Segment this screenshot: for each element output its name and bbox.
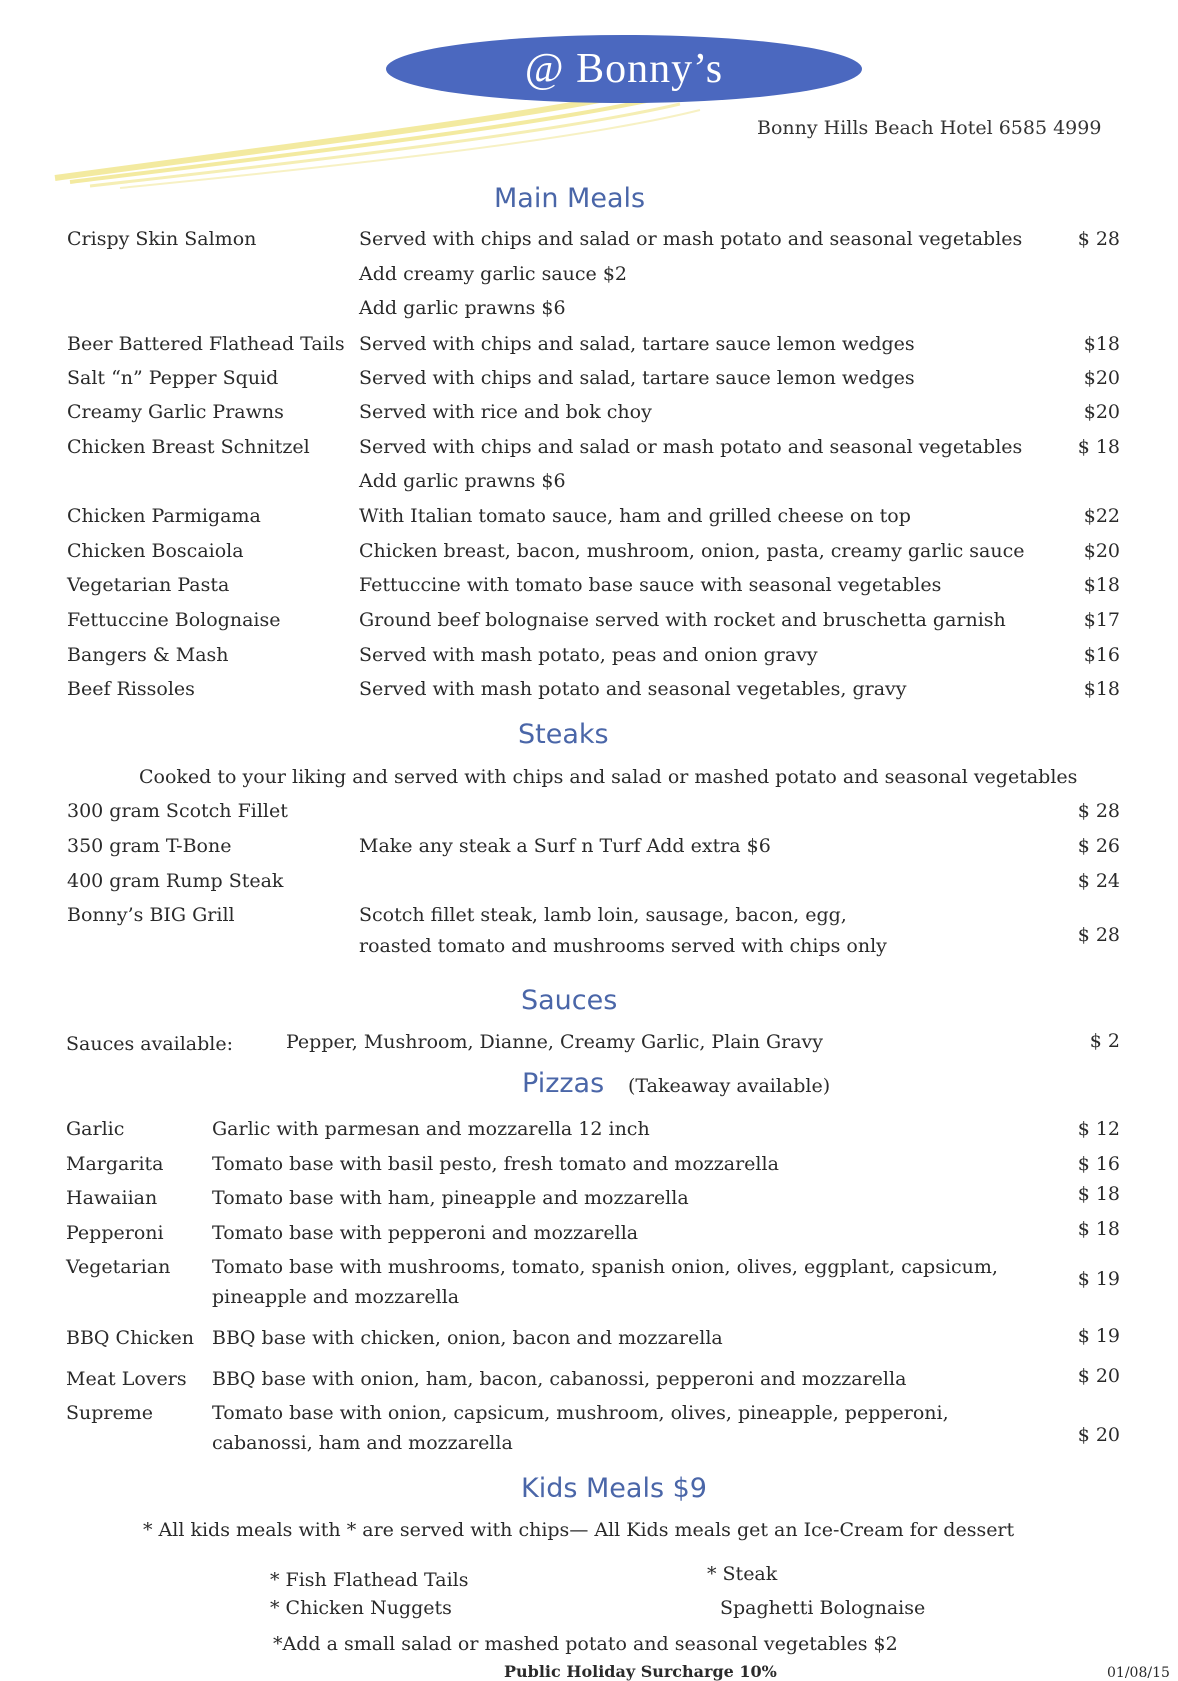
steak-name: 350 gram T-Bone	[67, 835, 232, 857]
pizza-description: BBQ base with chicken, onion, bacon and mozzarella	[212, 1327, 723, 1349]
steak-price: $ 26	[1077, 835, 1120, 857]
pizzas-subtitle: (Takeaway available)	[628, 1075, 831, 1097]
pizza-name: Supreme	[66, 1402, 154, 1424]
dish-description: Served with chips and salad or mash potato and seasonal vegetables	[359, 228, 1023, 250]
pizzas-title: Pizzas	[522, 1068, 605, 1099]
surcharge-note: Public Holiday Surcharge 10%	[504, 1662, 777, 1681]
dish-description: Fettuccine with tomato base sauce with seasonal vegetables	[359, 574, 942, 596]
dish-price: $20	[1083, 540, 1120, 562]
dish-price: $17	[1083, 609, 1120, 631]
pizza-price: $ 12	[1077, 1118, 1120, 1140]
pizza-name: Vegetarian	[66, 1256, 171, 1278]
dish-name: Vegetarian Pasta	[67, 574, 230, 596]
dish-price: $22	[1083, 505, 1120, 527]
dish-description: Served with chips and salad, tartare sauce lemon wedges	[359, 367, 915, 389]
pizza-description: Tomato base with mushrooms, tomato, spanish onion, olives, eggplant, capsicum,	[212, 1256, 998, 1278]
steak-name: Bonny’s BIG Grill	[67, 904, 235, 926]
steak-price: $ 28	[1077, 800, 1120, 822]
pizza-description: Tomato base with onion, capsicum, mushroom, olives, pineapple, pepperoni,	[212, 1402, 949, 1424]
dish-price: $18	[1083, 678, 1120, 700]
steak-name: 300 gram Scotch Fillet	[67, 800, 288, 822]
steak-price: $ 28	[1077, 924, 1120, 946]
kids-meals-note: * All kids meals with * are served with chips— All Kids meals get an Ice-Cream for dessert	[143, 1519, 1015, 1541]
dish-description: Served with rice and bok choy	[359, 401, 652, 423]
kids-item-right-1: Spaghetti Bolognaise	[720, 1597, 926, 1619]
pizza-name: Hawaiian	[66, 1187, 158, 1209]
pizza-name: Meat Lovers	[66, 1368, 187, 1390]
dish-name: Beer Battered Flathead Tails	[67, 333, 345, 355]
dish-description: Add creamy garlic sauce $2	[359, 263, 627, 285]
dish-name: Bangers & Mash	[67, 644, 229, 666]
steaks-intro: Cooked to your liking and served with chips and salad or mashed potato and seasonal vegetables	[139, 766, 1078, 788]
steak-description-line2: roasted tomato and mushrooms served with chips only	[359, 935, 887, 957]
dish-price: $16	[1083, 644, 1120, 666]
pizza-price: $ 19	[1077, 1268, 1120, 1290]
dish-description: Served with chips and salad or mash potato and seasonal vegetables	[359, 436, 1023, 458]
pizza-description-line2: pineapple and mozzarella	[212, 1286, 460, 1308]
steak-description: Make any steak a Surf n Turf Add extra $6	[359, 835, 771, 857]
dish-name: Chicken Boscaiola	[67, 540, 244, 562]
pizza-price: $ 20	[1077, 1424, 1120, 1446]
dish-name: Creamy Garlic Prawns	[67, 401, 284, 423]
sauces-title: Sauces	[521, 985, 618, 1016]
kids-item-left-1: * Chicken Nuggets	[270, 1597, 452, 1619]
kids-addon-note: *Add a small salad or mashed potato and seasonal vegetables $2	[273, 1633, 898, 1655]
dish-description: Served with mash potato and seasonal vegetables, gravy	[359, 678, 907, 700]
header	[0, 0, 1178, 200]
dish-price: $ 18	[1077, 436, 1120, 458]
steak-price: $ 24	[1077, 870, 1120, 892]
steak-description: Scotch fillet steak, lamb loin, sausage, bacon, egg,	[359, 904, 847, 926]
pizza-name: BBQ Chicken	[66, 1327, 195, 1349]
kids-item-right-0: * Steak	[707, 1563, 778, 1585]
dish-description: With Italian tomato sauce, ham and grilled cheese on top	[359, 505, 911, 527]
kids-item-left-0: * Fish Flathead Tails	[270, 1569, 469, 1591]
pizza-description: BBQ base with onion, ham, bacon, cabanossi, pepperoni and mozzarella	[212, 1368, 907, 1390]
pizza-name: Margarita	[66, 1153, 164, 1175]
dish-description: Add garlic prawns $6	[359, 297, 566, 319]
kids-meals-title: Kids Meals $9	[521, 1473, 707, 1504]
steak-name: 400 gram Rump Steak	[67, 870, 284, 892]
swoosh-graphic	[0, 0, 1178, 200]
dish-name: Salt “n” Pepper Squid	[67, 367, 279, 389]
sauces-label: Sauces available:	[66, 1033, 234, 1055]
dish-description: Chicken breast, bacon, mushroom, onion, pasta, creamy garlic sauce	[359, 540, 1025, 562]
dish-name: Chicken Breast Schnitzel	[67, 436, 310, 458]
dish-description: Served with chips and salad, tartare sauce lemon wedges	[359, 333, 915, 355]
pizza-description-line2: cabanossi, ham and mozzarella	[212, 1432, 513, 1454]
pizza-description: Tomato base with ham, pineapple and mozzarella	[212, 1187, 689, 1209]
dish-price: $18	[1083, 574, 1120, 596]
main-meals-title: Main Meals	[494, 183, 646, 214]
pizza-price: $ 16	[1077, 1153, 1120, 1175]
pizza-name: Pepperoni	[66, 1222, 164, 1244]
sauces-price: $ 2	[1089, 1030, 1120, 1052]
dish-name: Crispy Skin Salmon	[67, 228, 257, 250]
steaks-title: Steaks	[518, 719, 609, 750]
pizza-price: $ 18	[1077, 1183, 1120, 1205]
pizza-description: Tomato base with basil pesto, fresh tomato and mozzarella	[212, 1153, 779, 1175]
pizza-description: Garlic with parmesan and mozzarella 12 inch	[212, 1118, 650, 1140]
pizza-name: Garlic	[66, 1118, 125, 1140]
pizza-price: $ 20	[1077, 1365, 1120, 1387]
dish-name: Chicken Parmigama	[67, 505, 261, 527]
dish-price: $18	[1083, 333, 1120, 355]
dish-description: Served with mash potato, peas and onion gravy	[359, 644, 818, 666]
pizza-price: $ 18	[1077, 1218, 1120, 1240]
dish-price: $20	[1083, 401, 1120, 423]
dish-description: Ground beef bolognaise served with rocket and bruschetta garnish	[359, 609, 1006, 631]
dish-name: Beef Rissoles	[67, 678, 195, 700]
restaurant-title: @ Bonny’s	[524, 46, 724, 92]
dish-price: $20	[1083, 367, 1120, 389]
dish-price: $ 28	[1077, 228, 1120, 250]
pizza-price: $ 19	[1077, 1325, 1120, 1347]
sauces-list: Pepper, Mushroom, Dianne, Creamy Garlic, Plain Gravy	[286, 1031, 824, 1053]
hotel-contact: Bonny Hills Beach Hotel 6585 4999	[757, 117, 1102, 139]
dish-name: Fettuccine Bolognaise	[67, 609, 281, 631]
print-date: 01/08/15	[1107, 1665, 1170, 1681]
pizza-description: Tomato base with pepperoni and mozzarella	[212, 1222, 639, 1244]
dish-description: Add garlic prawns $6	[359, 470, 566, 492]
